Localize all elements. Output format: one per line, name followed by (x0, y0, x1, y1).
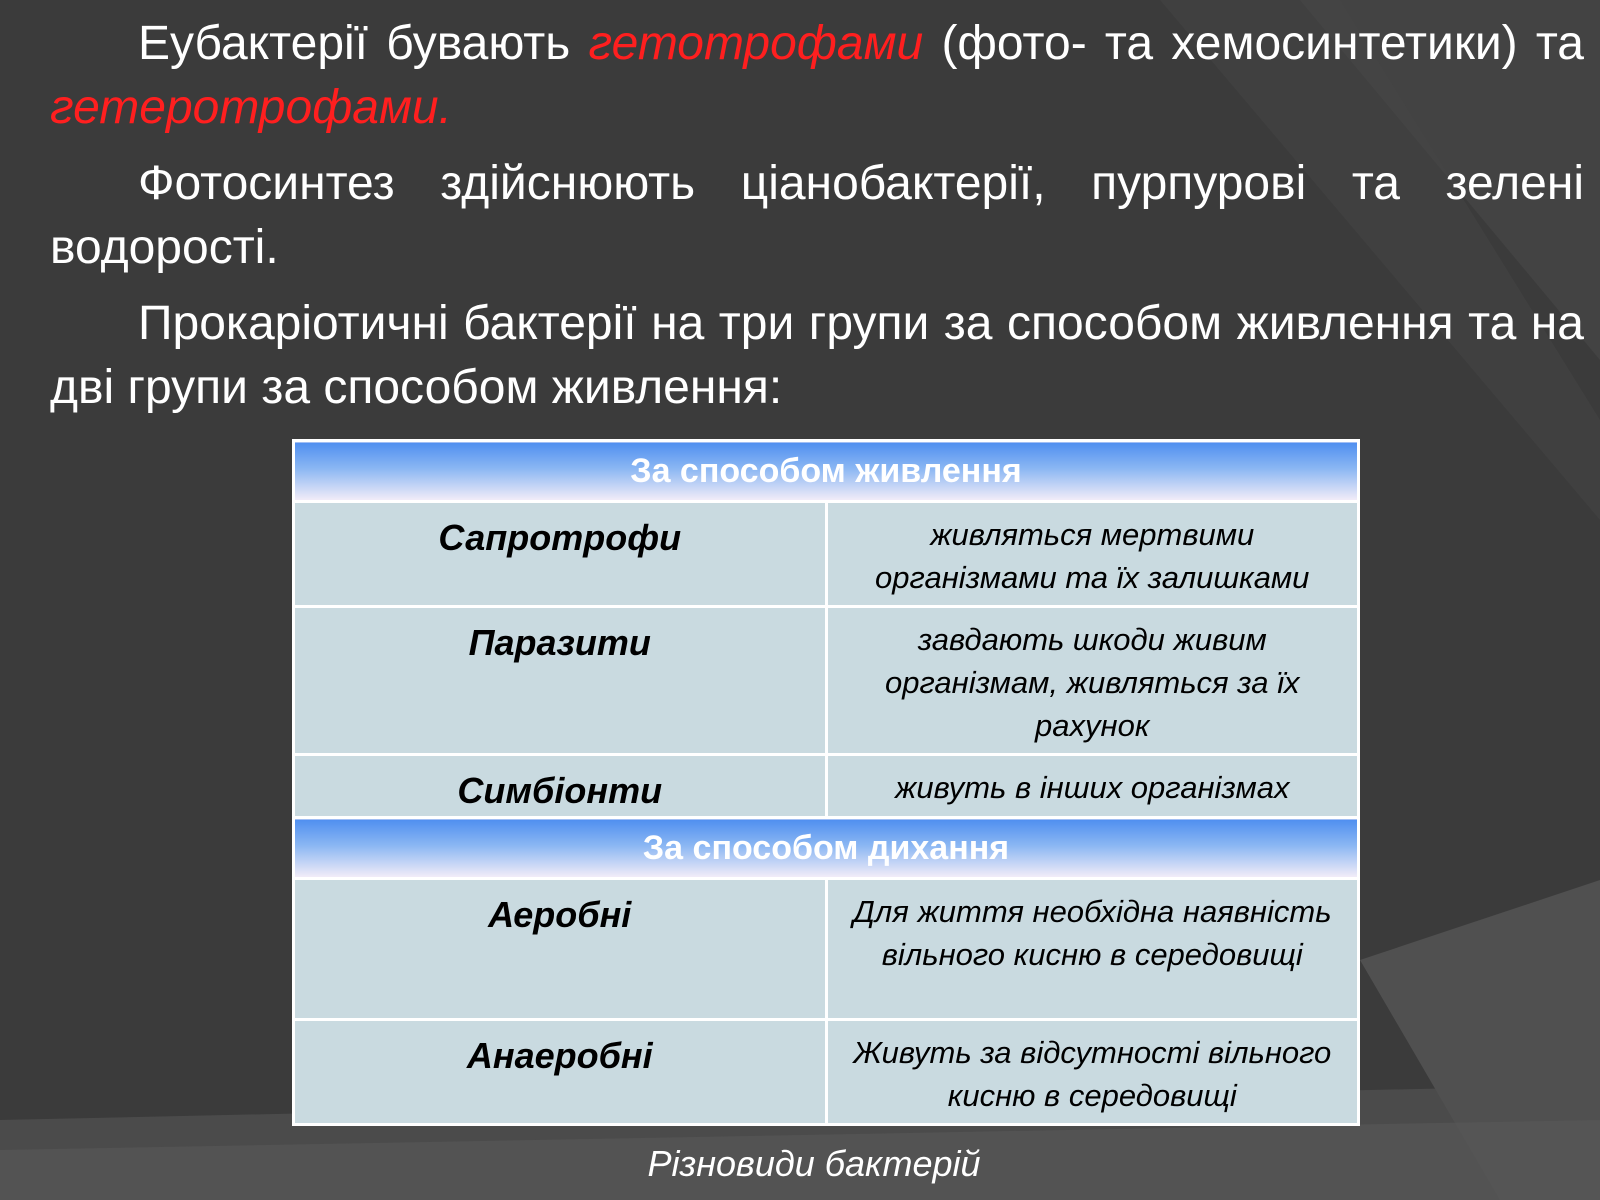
term-heterotrophs: гетеротрофами. (50, 81, 452, 134)
bacteria-types-table-wrapper (292, 439, 1360, 1126)
slide-body (50, 12, 1584, 432)
table-row (294, 502, 1359, 607)
table-row (294, 879, 1359, 1020)
table-header-row (294, 441, 1359, 502)
table-row (294, 755, 1359, 818)
row-name-saprotrophs: Сапротрофи (294, 502, 827, 607)
row-desc-parasites: завдають шкоди живим організмам, живляться за їх рахунок (826, 607, 1359, 755)
paragraph-eubacteria (50, 12, 1584, 140)
row-name-parasites: Паразити (294, 607, 827, 755)
row-desc-symbionts: живуть в інших організмах (826, 755, 1359, 818)
row-name-symbionts: Симбіонти (294, 755, 827, 818)
bacteria-types-table (292, 439, 1360, 1126)
paragraph-eubacteria-part2: (фото- та хемосинтетики) та (923, 17, 1584, 70)
row-desc-saprotrophs: живляться мертвими організмами та їх залишками (826, 502, 1359, 607)
paragraph-prokaryotes: Прокаріотичні бактерії на три групи за способом живлення та на дві групи за способом живлення: (50, 297, 1584, 414)
table-header-nutrition: За способом живлення (294, 441, 1359, 502)
row-desc-anaerobic: Живуть за відсутності вільного кисню в середовищі (826, 1020, 1359, 1125)
term-gettotrophs: гетотрофами (588, 17, 924, 70)
paragraph-photosynthesis: Фотосинтез здійснюють ціанобактерії, пурпурові та зелені водорості. (50, 157, 1584, 274)
table-row (294, 1020, 1359, 1125)
table-header-row (294, 818, 1359, 879)
table-caption: Різновиди бактерій (647, 1143, 981, 1184)
row-name-anaerobic: Анаеробні (294, 1020, 827, 1125)
row-name-aerobic: Аеробні (294, 879, 827, 1020)
paragraph-eubacteria-part1: Еубактерії бувають (138, 17, 589, 70)
table-row (294, 607, 1359, 755)
table-header-respiration: За способом дихання (294, 818, 1359, 879)
row-desc-aerobic: Для життя необхідна наявність вільного кисню в середовищі (826, 879, 1359, 1020)
